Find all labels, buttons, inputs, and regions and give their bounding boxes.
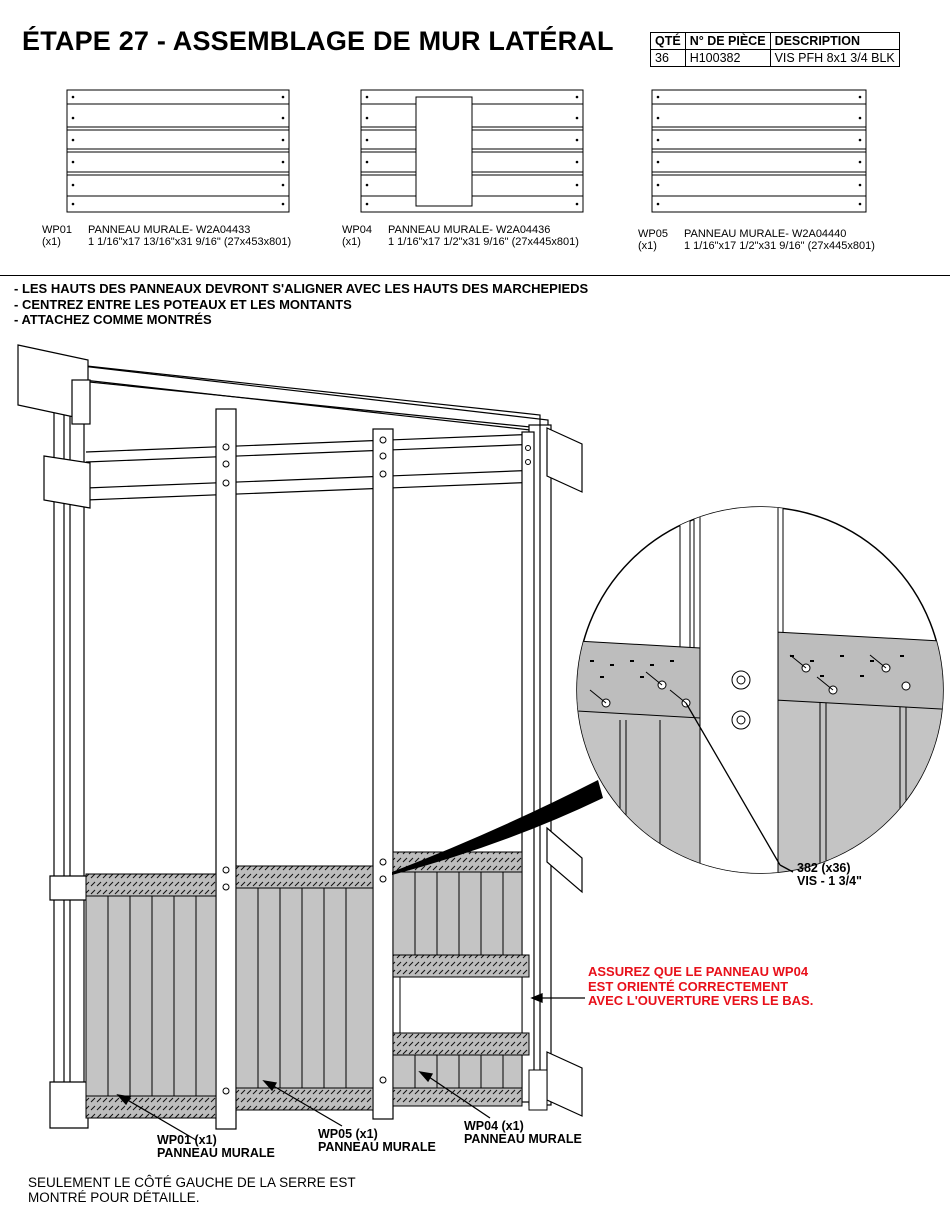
- header-description: DESCRIPTION: [770, 33, 899, 50]
- panel-wp04: [393, 852, 529, 1106]
- callout-wp04-code: WP04 (x1): [464, 1119, 524, 1133]
- callout-wp05-name: PANNEAU MURALE: [318, 1140, 436, 1154]
- panel-qty: (x1): [638, 240, 657, 252]
- instruction-notes: [14, 281, 588, 328]
- header-qty: QTÉ: [651, 33, 686, 50]
- panel-label-wp05: [638, 228, 875, 252]
- warning-line: ASSUREZ QUE LE PANNEAU WP04: [588, 964, 809, 979]
- callout-screw-qty: 382 (x36): [797, 861, 851, 875]
- panel-name: PANNEAU MURALE- W2A04440: [684, 228, 847, 240]
- callout-screw-desc: VIS - 1 3/4": [797, 874, 862, 888]
- panel-name: PANNEAU MURALE- W2A04433: [88, 224, 251, 236]
- footer-note: [28, 1175, 356, 1205]
- callout-wp01: [157, 1134, 275, 1160]
- panel-qty: (x1): [342, 236, 361, 248]
- page-title: ÉTAPE 27 - ASSEMBLAGE DE MUR LATÉRAL: [22, 26, 614, 56]
- panel-code: WP04: [342, 224, 372, 236]
- orientation-warning: [588, 965, 813, 1009]
- panel-dims: 1 1/16"x17 13/16"x31 9/16" (27x453x801): [88, 236, 292, 248]
- detail-magnifier: [560, 500, 950, 900]
- panel-drawing-wp05: [652, 90, 866, 212]
- panel-wp01: [86, 874, 216, 1118]
- note-item: - LES HAUTS DES PANNEAUX DEVRONT S'ALIGNER AVEC LES HAUTS DES MARCHEPIEDS: [14, 281, 589, 296]
- part-number: H100382: [685, 50, 770, 67]
- panel-dims: 1 1/16"x17 1/2"x31 9/16" (27x445x801): [388, 236, 579, 248]
- panel-qty: (x1): [42, 236, 61, 248]
- footer-line: SEULEMENT LE CÔTÉ GAUCHE DE LA SERRE EST: [28, 1175, 356, 1190]
- callout-wp04: [464, 1120, 582, 1146]
- panel-code: WP01: [42, 224, 72, 236]
- panel-code: WP05: [638, 228, 668, 240]
- callout-wp01-name: PANNEAU MURALE: [157, 1146, 275, 1160]
- panel-drawing-wp04: [361, 90, 583, 212]
- panel-label-wp04: [342, 224, 579, 248]
- panel-name: PANNEAU MURALE- W2A04436: [388, 224, 551, 236]
- header-part-number: N° DE PIÈCE: [685, 33, 770, 50]
- callout-wp05-code: WP05 (x1): [318, 1127, 378, 1141]
- section-divider: [0, 275, 950, 276]
- note-item: - ATTACHEZ COMME MONTRÉS: [14, 312, 212, 327]
- callout-wp05: [318, 1128, 436, 1154]
- panel-drawing-wp01: [67, 90, 289, 212]
- warning-line: AVEC L'OUVERTURE VERS LE BAS.: [588, 993, 814, 1008]
- callout-wp01-code: WP01 (x1): [157, 1133, 217, 1147]
- panel-wp05: [236, 866, 373, 1110]
- warning-line: EST ORIENTÉ CORRECTEMENT: [588, 978, 789, 994]
- footer-line: MONTRÉ POUR DÉTAILLE.: [28, 1190, 200, 1205]
- panel-dims: 1 1/16"x17 1/2"x31 9/16" (27x445x801): [684, 240, 875, 252]
- callout-screw: [797, 862, 862, 888]
- part-qty: 36: [651, 50, 686, 67]
- panel-label-wp01: [42, 224, 291, 248]
- part-description: VIS PFH 8x1 3/4 BLK: [770, 50, 899, 67]
- callout-wp04-name: PANNEAU MURALE: [464, 1132, 582, 1146]
- bottom-bracket: [529, 1070, 547, 1110]
- note-item: - CENTREZ ENTRE LES POTEAUX ET LES MONTANTS: [14, 296, 352, 312]
